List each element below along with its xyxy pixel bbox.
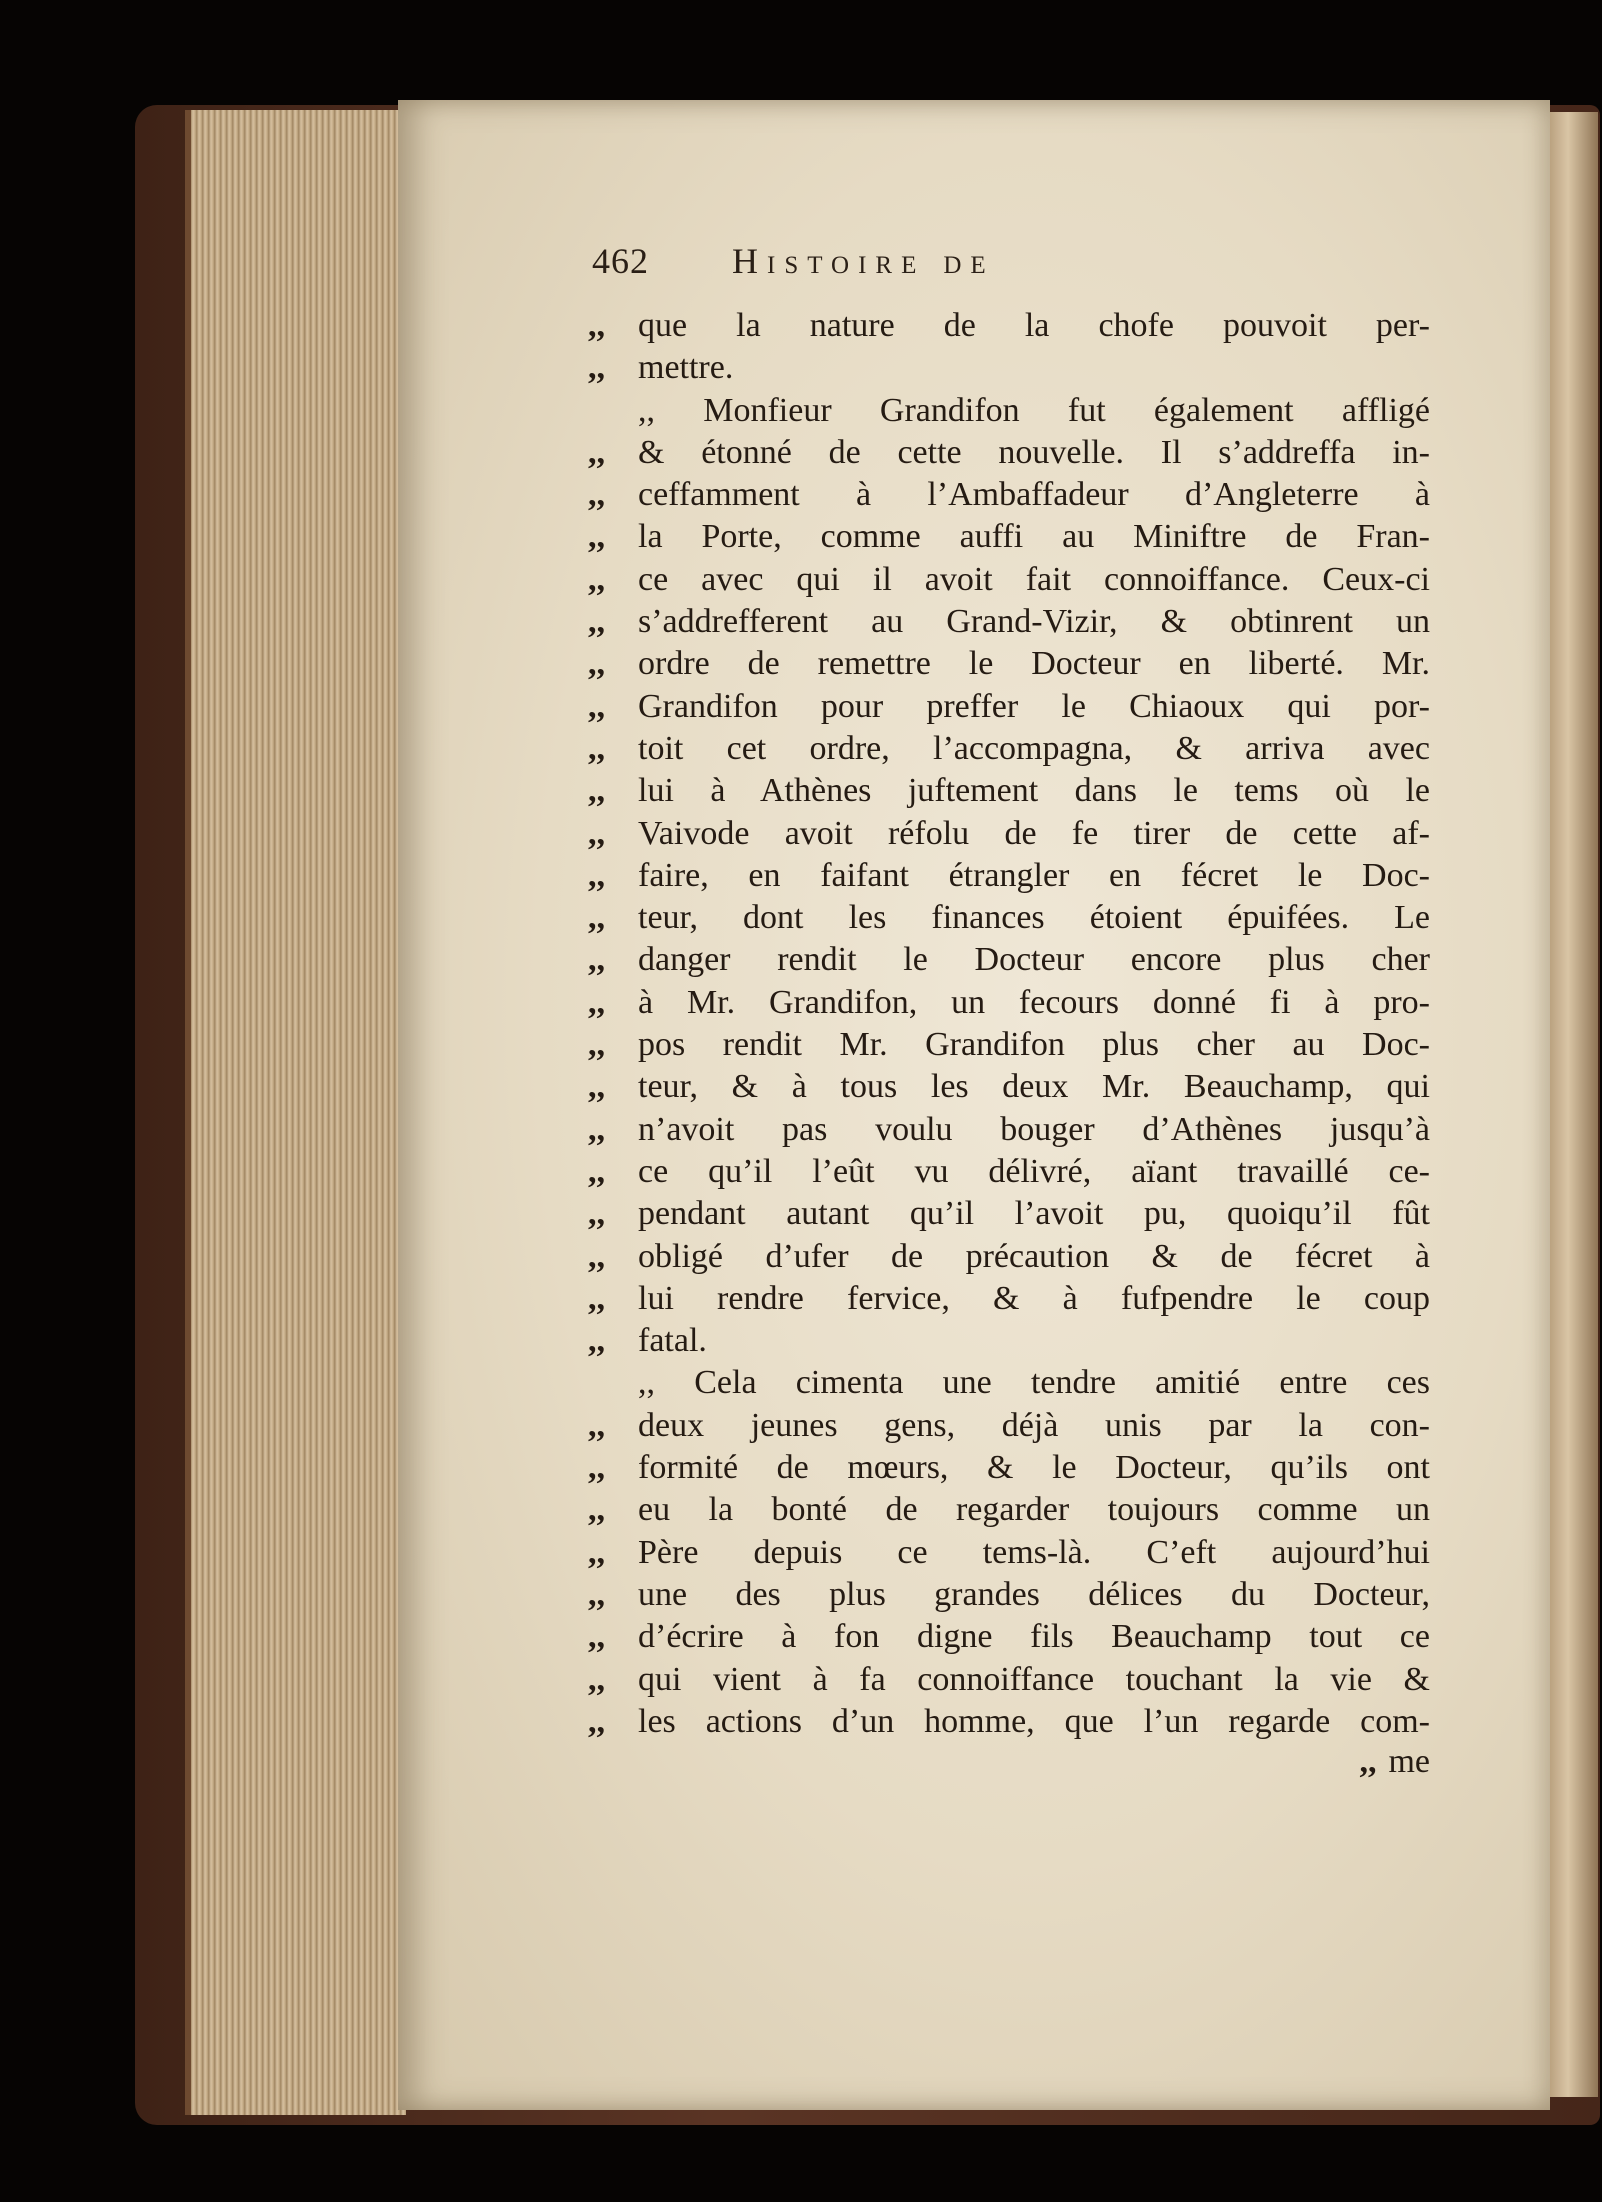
line-text: s’addrefferent au Grand-Vizir, & obtinrent un bbox=[638, 603, 1430, 641]
quote-mark: ,, bbox=[588, 899, 605, 937]
quote-mark: ,, bbox=[588, 1152, 605, 1190]
text-line bbox=[588, 1320, 1444, 1362]
quote-mark: ,, bbox=[588, 1702, 605, 1740]
text-line bbox=[588, 1193, 1444, 1235]
text-line bbox=[588, 1236, 1444, 1278]
quote-mark: ,, bbox=[588, 1660, 605, 1698]
quote-mark: ,, bbox=[588, 1406, 605, 1444]
catchword-word: me bbox=[1388, 1743, 1430, 1781]
line-text: mettre. bbox=[638, 349, 734, 387]
text-line bbox=[588, 1701, 1444, 1743]
text-line bbox=[588, 1151, 1444, 1193]
line-text: teur, & à tous les deux Mr. Beauchamp, qui bbox=[638, 1068, 1430, 1106]
line-text: une des plus grandes délices du Docteur, bbox=[638, 1575, 1430, 1613]
line-text: & étonné de cette nouvelle. Il s’addreffa in- bbox=[638, 433, 1430, 471]
line-text: ,, Cela cimenta une tendre amitié entre ces bbox=[638, 1364, 1430, 1402]
line-text: les actions d’un homme, que l’un regarde com- bbox=[638, 1702, 1430, 1740]
line-text: ce avec qui il avoit fait connoiffance. Ceux-ci bbox=[638, 560, 1430, 598]
page-header bbox=[592, 240, 1492, 288]
text-line bbox=[588, 559, 1444, 601]
quote-mark: ,, bbox=[588, 560, 605, 598]
text-line bbox=[588, 728, 1444, 770]
quote-mark: ,, bbox=[588, 772, 605, 810]
line-text: Père depuis ce tems-là. C’eft aujourd’hui bbox=[638, 1533, 1430, 1571]
quote-mark: ,, bbox=[588, 518, 605, 556]
quote-mark: ,, bbox=[588, 1575, 605, 1613]
quote-mark: ,, bbox=[588, 941, 605, 979]
quote-mark: ,, bbox=[588, 349, 605, 387]
text-line bbox=[588, 1447, 1444, 1489]
quote-mark: ,, bbox=[588, 603, 605, 641]
text-line bbox=[588, 1489, 1444, 1531]
text-line bbox=[588, 1362, 1444, 1404]
line-text: fatal. bbox=[638, 1322, 707, 1360]
line-text: ,, Monfieur Grandifon fut également affligé bbox=[638, 391, 1430, 429]
text-line bbox=[588, 686, 1444, 728]
text-line bbox=[588, 897, 1444, 939]
quote-mark: ,, bbox=[588, 814, 605, 852]
quote-mark: ,, bbox=[588, 1322, 605, 1360]
line-text: eu la bonté de regarder toujours comme un bbox=[638, 1491, 1430, 1529]
line-text: pos rendit Mr. Grandifon plus cher au Doc- bbox=[638, 1026, 1430, 1064]
quote-mark: ,, bbox=[588, 433, 605, 471]
quote-mark: ,, bbox=[588, 476, 605, 514]
text-line bbox=[588, 643, 1444, 685]
line-text: obligé d’ufer de précaution & de fécret à bbox=[638, 1237, 1430, 1275]
quote-mark: ,, bbox=[588, 1026, 605, 1064]
text-line bbox=[588, 1278, 1444, 1320]
quote-mark: ,, bbox=[588, 1279, 605, 1317]
body-text bbox=[588, 305, 1444, 1787]
page-number: 462 bbox=[592, 241, 649, 281]
catchword bbox=[1359, 1743, 1430, 1781]
text-line bbox=[588, 474, 1444, 516]
text-line bbox=[588, 347, 1444, 389]
line-text: formité de mœurs, & le Docteur, qu’ils ont bbox=[638, 1449, 1430, 1487]
quote-mark: ,, bbox=[588, 1195, 605, 1233]
text-line bbox=[588, 982, 1444, 1024]
quote-mark: ,, bbox=[588, 729, 605, 767]
quote-mark: ,, bbox=[588, 1449, 605, 1487]
text-line bbox=[588, 1024, 1444, 1066]
text-line bbox=[588, 601, 1444, 643]
catchword-quote-mark: ,, bbox=[1359, 1743, 1377, 1781]
text-line bbox=[588, 1405, 1444, 1447]
text-line bbox=[588, 390, 1444, 432]
line-text: qui vient à fa connoiffance touchant la vie & bbox=[638, 1660, 1430, 1698]
text-line bbox=[588, 1616, 1444, 1658]
line-text: lui rendre fervice, & à fufpendre le coup bbox=[638, 1279, 1430, 1317]
text-line bbox=[588, 1066, 1444, 1108]
page-edges bbox=[185, 110, 406, 2115]
line-text: ordre de remettre le Docteur en liberté. Mr. bbox=[638, 645, 1430, 683]
quote-mark: ,, bbox=[588, 687, 605, 725]
line-text: ceffamment à l’Ambaffadeur d’Angleterre à bbox=[638, 476, 1430, 514]
line-text: n’avoit pas voulu bouger d’Athènes jusqu’à bbox=[638, 1110, 1430, 1148]
quote-mark: ,, bbox=[588, 1110, 605, 1148]
line-text: la Porte, comme auffi au Miniftre de Fran- bbox=[638, 518, 1430, 556]
text-line bbox=[588, 855, 1444, 897]
quote-mark: ,, bbox=[588, 1491, 605, 1529]
line-text: ce qu’il l’eût vu délivré, aïant travaillé ce- bbox=[638, 1152, 1430, 1190]
text-line bbox=[588, 1109, 1444, 1151]
text-line bbox=[588, 1659, 1444, 1701]
line-text: danger rendit le Docteur encore plus cher bbox=[638, 941, 1430, 979]
text-line bbox=[588, 432, 1444, 474]
text-line bbox=[588, 813, 1444, 855]
line-text: Grandifon pour preffer le Chiaoux qui por- bbox=[638, 687, 1430, 725]
text-line bbox=[588, 516, 1444, 558]
text-line bbox=[588, 1574, 1444, 1616]
text-line bbox=[588, 770, 1444, 812]
line-text: faire, en faifant étrangler en fécret le Doc- bbox=[638, 856, 1430, 894]
quote-mark: ,, bbox=[588, 1533, 605, 1571]
line-text: toit cet ordre, l’accompagna, & arriva avec bbox=[638, 729, 1430, 767]
quote-mark: ,, bbox=[588, 307, 605, 344]
quote-mark: ,, bbox=[588, 983, 605, 1021]
line-text: d’écrire à fon digne fils Beauchamp tout ce bbox=[638, 1618, 1430, 1656]
quote-mark: ,, bbox=[588, 1237, 605, 1275]
line-text: que la nature de la chofe pouvoit per- bbox=[638, 307, 1430, 344]
catchword-row bbox=[588, 1743, 1444, 1787]
line-text: Vaivode avoit réfolu de fe tirer de cette af- bbox=[638, 814, 1430, 852]
line-text: deux jeunes gens, déjà unis par la con- bbox=[638, 1406, 1430, 1444]
facing-page-edge bbox=[1548, 112, 1598, 2097]
quote-mark: ,, bbox=[588, 645, 605, 683]
text-line bbox=[588, 939, 1444, 981]
text-line bbox=[588, 1532, 1444, 1574]
quote-mark: ,, bbox=[588, 856, 605, 894]
line-text: à Mr. Grandifon, un fecours donné fi à pro- bbox=[638, 983, 1430, 1021]
quote-mark: ,, bbox=[588, 1068, 605, 1106]
quote-mark: ,, bbox=[588, 1618, 605, 1656]
line-text: lui à Athènes juftement dans le tems où le bbox=[638, 772, 1430, 810]
line-text: teur, dont les finances étoient épuifées. Le bbox=[638, 899, 1430, 937]
running-title: Histoire de bbox=[732, 241, 995, 281]
line-text: pendant autant qu’il l’avoit pu, quoiqu’il fût bbox=[638, 1195, 1430, 1233]
text-line bbox=[588, 305, 1444, 347]
